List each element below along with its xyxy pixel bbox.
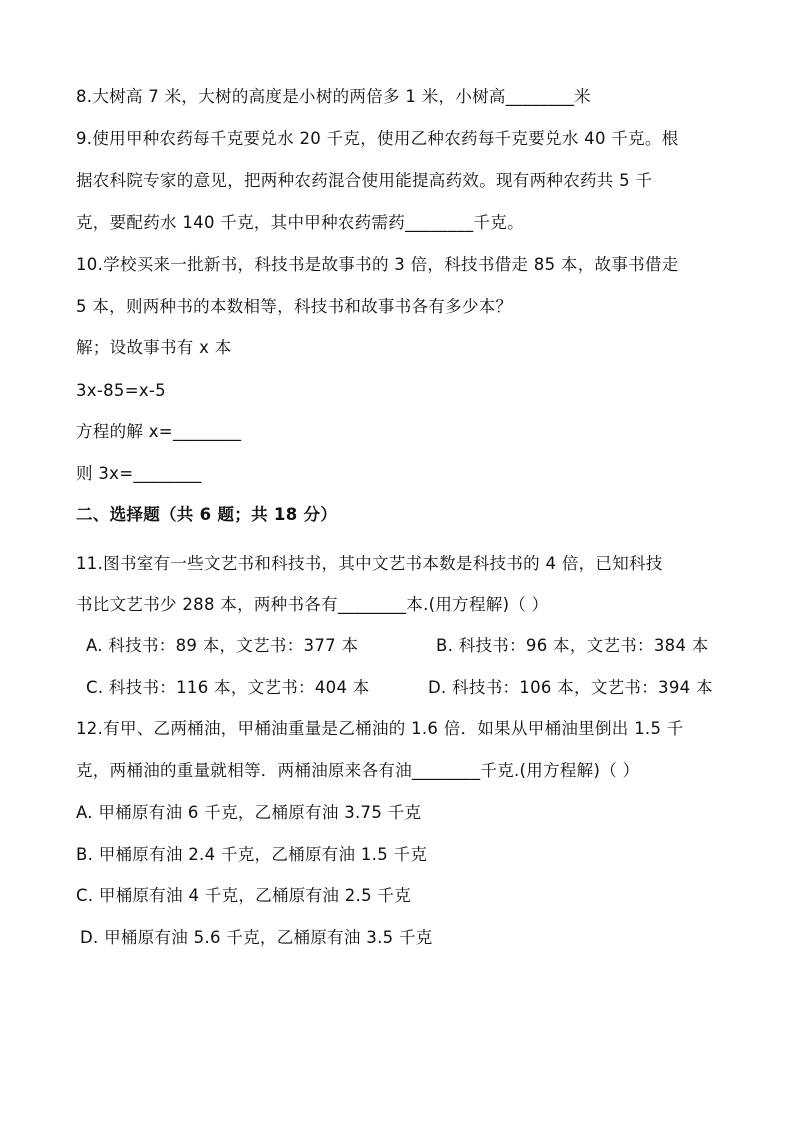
section-2-heading: 二、选择题（共 6 题；共 18 分） — [76, 505, 338, 524]
question-10-answer-3x: 则 3x=________ — [76, 464, 202, 483]
question-11-line-1: 11.图书室有一些文艺书和科技书，其中文艺书本数是科技书的 4 倍，已知科技 — [76, 554, 663, 573]
question-12-option-d: D. 甲桶原有油 5.6 千克，乙桶原有油 3.5 千克 — [80, 928, 433, 947]
question-10-answer-x: 方程的解 x=________ — [76, 422, 242, 441]
question-11-option-d: D. 科技书：106 本，文艺书：394 本 — [428, 678, 713, 697]
question-12-option-a: A. 甲桶原有油 6 千克，乙桶原有油 3.75 千克 — [76, 803, 422, 822]
question-12-option-c: C. 甲桶原有油 4 千克，乙桶原有油 2.5 千克 — [76, 886, 412, 905]
question-9-line-2: 据农科院专家的意见，把两种农药混合使用能提高药效。现有两种农药共 5 千 — [76, 171, 653, 190]
question-11-line-2: 书比文艺书少 288 本，两种书各有________本.(用方程解)（ ） — [76, 595, 549, 614]
question-8-line-1: 8.大树高 7 米，大树的高度是小树的两倍多 1 米，小树高________米 — [76, 87, 591, 106]
question-9-line-3: 克，要配药水 140 千克，其中甲种农药需药________千克。 — [76, 213, 524, 232]
question-11-option-b: B. 科技书：96 本，文艺书：384 本 — [436, 636, 709, 655]
question-10-solution-intro: 解；设故事书有 x 本 — [76, 338, 232, 357]
question-10-line-1: 10.学校买来一批新书，科技书是故事书的 3 倍，科技书借走 85 本，故事书借走 — [76, 255, 679, 274]
question-11-option-a: A. 科技书：89 本，文艺书：377 本 — [86, 636, 359, 655]
question-12-line-2: 克，两桶油的重量就相等．两桶油原来各有油________千克.(用方程解)（ ） — [76, 761, 640, 780]
question-9-line-1: 9.使用甲种农药每千克要兑水 20 千克，使用乙种农药每千克要兑水 40 千克。根 — [76, 129, 679, 148]
question-12-option-b: B. 甲桶原有油 2.4 千克，乙桶原有油 1.5 千克 — [76, 845, 428, 864]
question-11-option-c: C. 科技书：116 本，文艺书：404 本 — [86, 678, 370, 697]
question-10-line-2: 5 本，则两种书的本数相等，科技书和故事书各有多少本？ — [76, 297, 513, 316]
question-10-equation: 3x-85=x-5 — [76, 381, 166, 400]
question-12-line-1: 12.有甲、乙两桶油，甲桶油重量是乙桶油的 1.6 倍．如果从甲桶油里倒出 1.5 千 — [76, 719, 684, 738]
